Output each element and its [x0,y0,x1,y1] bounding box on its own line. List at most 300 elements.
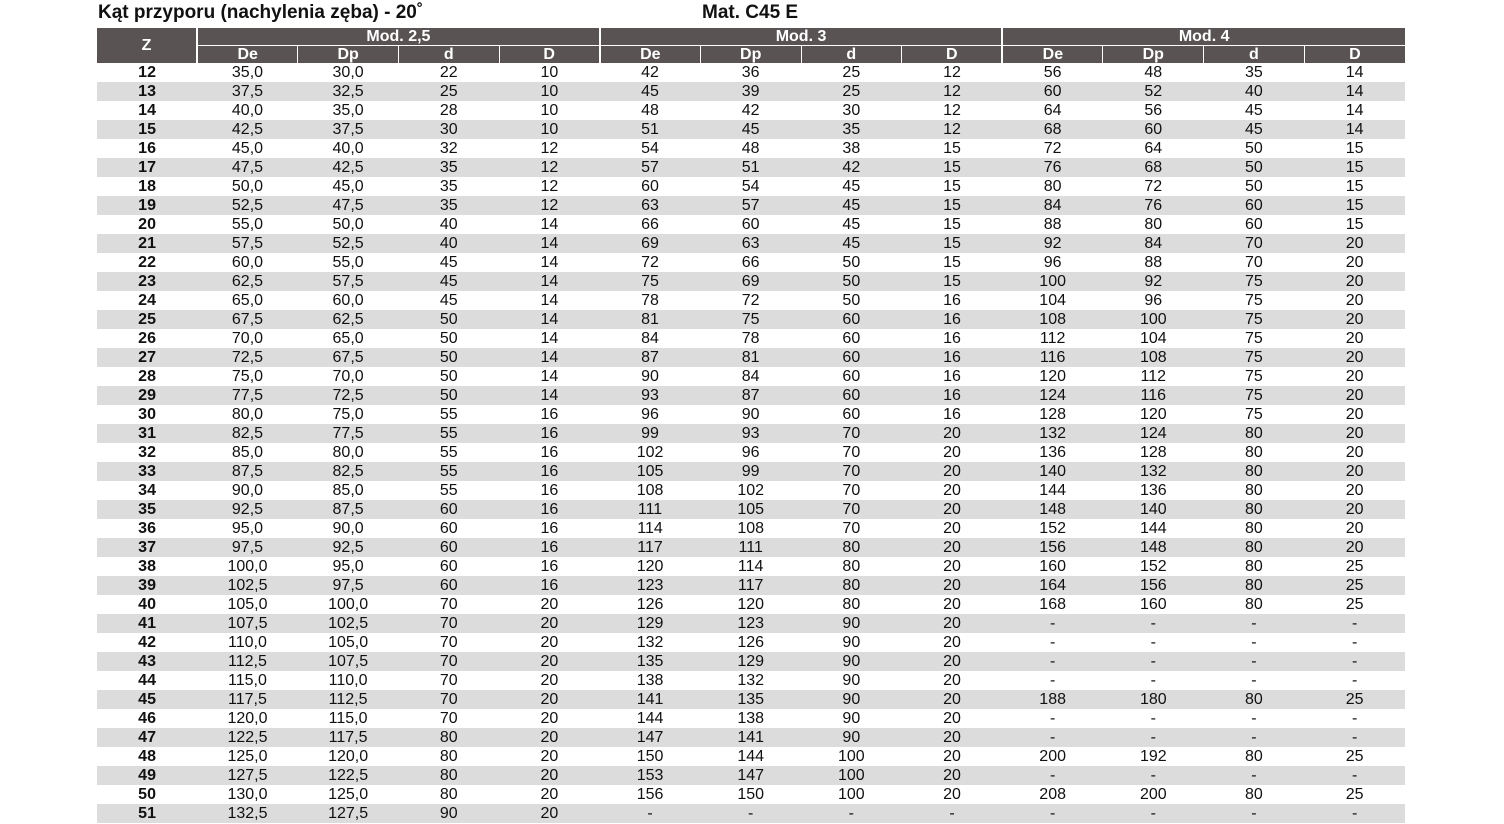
table-cell: 20 [499,614,600,633]
table-cell: 115,0 [328,710,368,727]
table-cell: - [1204,652,1305,671]
table-cell: 20 [1345,482,1364,499]
table-cell: 136 [1139,482,1167,499]
table-cell: 36 [741,64,760,81]
table-cell: 52 [1103,82,1204,101]
z-value-cell: 19 [97,196,197,215]
table-cell: 96 [1043,254,1062,271]
table-cell: 25 [398,82,499,101]
table-cell: 102,5 [197,576,298,595]
z-value-cell: 40 [138,596,156,613]
table-cell: 15 [943,178,961,195]
table-cell: 45,0 [332,178,364,195]
table-cell: 70 [801,424,902,443]
table-cell: 129 [600,614,701,633]
table-cell: 144 [1039,482,1066,499]
table-cell: 60 [801,386,902,405]
table-row [97,158,1405,177]
table-cell: 81 [700,348,801,367]
table-cell: 48 [641,102,659,119]
table-cell: 55 [398,424,499,443]
table-cell: - [1204,766,1305,785]
table-row [97,63,1405,82]
table-row [97,120,1405,139]
table-cell: 55 [439,406,458,423]
table-cell: 110,0 [228,634,267,651]
table-cell: 80 [1043,178,1062,195]
table-cell: 72 [741,292,760,309]
table-cell: 90 [398,804,499,823]
table-cell: 16 [540,520,559,537]
table-cell: - [1204,804,1305,823]
table-cell: 15 [1304,158,1405,177]
z-value-cell: 22 [138,254,156,271]
table-cell: 153 [600,766,701,785]
z-value-cell: 35 [97,500,197,519]
table-cell: 20 [943,710,961,727]
table-cell: 75 [700,310,801,329]
table-cell: 125,0 [227,748,268,765]
table-cell: 40,0 [332,140,364,157]
table-cell: - [1150,672,1156,689]
z-value-cell: 25 [97,310,197,329]
table-cell: 14 [499,348,600,367]
table-cell: 60 [842,330,861,347]
table-cell: - [1251,634,1257,651]
table-cell: 80 [1204,424,1305,443]
table-cell: 144 [1139,520,1167,537]
table-cell: 28 [439,102,458,119]
table-cell: 120 [636,558,664,575]
z-value-cell: 41 [97,614,197,633]
table-cell: 63 [600,196,701,215]
table-cell: 66 [641,216,659,233]
table-cell: 138 [636,672,664,689]
table-cell: 16 [540,406,559,423]
table-cell: 82,5 [197,424,298,443]
table-cell: 20 [1304,462,1405,481]
table-cell: 105 [600,462,701,481]
table-cell: 85,0 [332,482,364,499]
table-cell: 126 [737,634,765,651]
z-value-cell: 34 [138,482,156,499]
table-cell: 80 [801,576,902,595]
table-cell: - [1049,710,1056,727]
table-cell: 111 [600,500,701,519]
table-cell: 10 [499,120,600,139]
z-value-cell: 43 [97,652,197,671]
table-cell: 42 [741,102,760,119]
table-row [97,329,1405,348]
table-row [97,614,1405,633]
table-cell: 78 [641,292,659,309]
table-cell: - [1103,652,1204,671]
table-cell: 20 [902,462,1003,481]
table-cell: 87 [700,386,801,405]
z-value-cell: 28 [138,368,156,385]
table-row [97,139,1405,158]
table-cell: 14 [540,330,559,347]
table-cell: 92 [1002,234,1103,253]
table-cell: 30,0 [332,64,364,81]
subheader-d: d [1204,46,1305,64]
table-cell: 69 [700,272,801,291]
table-cell: 57,5 [197,234,298,253]
table-cell: 123 [700,614,801,633]
table-cell: 67,5 [298,348,399,367]
subheader-bore-d: D [499,46,600,64]
table-cell: 100,0 [227,558,268,575]
table-cell: 14 [499,310,600,329]
table-row [97,196,1405,215]
table-cell: - [1251,710,1257,727]
table-cell: 60 [641,178,659,195]
table-cell: 117,5 [298,728,399,747]
table-cell: 37,5 [197,82,298,101]
z-value-cell: 13 [97,82,197,101]
table-cell: 20 [902,614,1003,633]
table-cell: 120 [1039,368,1066,385]
table-cell: 16 [943,292,961,309]
subheader-dp: Dp [700,46,801,64]
table-cell: - [801,804,902,823]
table-row [97,595,1405,614]
z-value-cell: 15 [97,120,197,139]
table-cell: 105,0 [227,596,268,613]
table-row [97,766,1405,785]
table-cell: 144 [636,710,664,727]
table-cell: 20 [540,634,559,651]
table-row [97,747,1405,766]
table-cell: 35,0 [231,64,264,81]
table-cell: 12 [540,140,559,157]
table-cell: 87 [600,348,701,367]
table-cell: 100 [837,748,865,765]
table-cell: 22 [439,64,458,81]
table-cell: 70 [842,520,861,537]
table-cell: 80 [398,728,499,747]
table-cell: 200 [1139,786,1167,803]
table-cell: 42 [641,64,659,81]
table-cell: 117 [700,576,801,595]
table-cell: 55 [398,462,499,481]
table-cell: 108 [636,482,664,499]
table-cell: 51 [700,158,801,177]
table-row [97,443,1405,462]
table-cell: 55 [439,444,458,461]
table-row [97,671,1405,690]
table-cell: 20 [943,634,961,651]
table-row [97,405,1405,424]
table-cell: 12 [540,178,559,195]
table-cell: 132 [1002,424,1103,443]
table-cell: 70 [1245,254,1263,271]
table-cell: 75 [600,272,701,291]
table-cell: 16 [499,538,600,557]
table-cell: - [1150,710,1156,727]
table-cell: 82,5 [298,462,399,481]
table-cell: 124 [1002,386,1103,405]
table-cell: 80 [1204,538,1305,557]
table-cell: 75 [1204,310,1305,329]
table-cell: 70 [801,500,902,519]
table-row [97,291,1405,310]
table-cell: 45,0 [231,140,264,157]
table-cell: 20 [902,766,1003,785]
table-cell: 75 [1204,272,1305,291]
table-cell: - [1304,804,1405,823]
table-cell: 20 [1345,292,1364,309]
table-cell: 112,5 [197,652,298,671]
table-cell: 25 [1345,786,1364,803]
table-cell: 54 [641,140,659,157]
z-value-cell: 26 [138,330,156,347]
table-cell: 16 [902,310,1003,329]
table-cell: 132 [636,634,664,651]
table-cell: 129 [700,652,801,671]
table-cell: 50 [398,310,499,329]
table-cell: 96 [741,444,760,461]
table-cell: 116 [1002,348,1103,367]
z-value-cell: 14 [138,102,156,119]
table-cell: 35,0 [332,102,364,119]
table-cell: 90 [641,368,659,385]
table-cell: 141 [600,690,701,709]
table-cell: 150 [737,786,765,803]
table-cell: 127,5 [197,766,298,785]
table-cell: 32,5 [298,82,399,101]
table-cell: 57,5 [298,272,399,291]
table-cell: 16 [902,348,1003,367]
table-cell: 14 [540,292,559,309]
table-cell: 30 [842,102,861,119]
table-cell: 102 [636,444,664,461]
table-cell: - [600,804,701,823]
table-cell: 60,0 [231,254,264,271]
table-cell: 20 [1345,520,1364,537]
table-cell: 127,5 [298,804,399,823]
table-cell: 12 [902,120,1003,139]
table-cell: 130,0 [227,786,268,803]
table-cell: 135 [700,690,801,709]
table-cell: 188 [1002,690,1103,709]
table-cell: 90,0 [231,482,264,499]
subheader-dp: Dp [298,46,399,64]
table-cell: 192 [1139,748,1167,765]
table-cell: 90 [801,614,902,633]
table-cell: 147 [600,728,701,747]
table-cell: 108 [737,520,765,537]
table-cell: 112,5 [298,690,399,709]
table-cell: - [1103,728,1204,747]
table-cell: 125,0 [328,786,369,803]
table-cell: 208 [1039,786,1066,803]
table-cell: 25 [1345,558,1364,575]
table-cell: 66 [741,254,760,271]
table-cell: - [1304,766,1405,785]
table-cell: 12 [499,158,600,177]
table-cell: 60 [398,576,499,595]
table-cell: 14 [1304,82,1405,101]
table-cell: 132 [737,672,765,689]
table-cell: 25 [842,64,861,81]
table-cell: 152 [1139,558,1167,575]
z-value-cell: 50 [138,786,156,803]
table-cell: 50 [1204,158,1305,177]
table-cell: 56 [1144,102,1163,119]
table-cell: 140 [1103,500,1204,519]
table-cell: 25 [1345,596,1364,613]
table-row [97,557,1405,576]
table-cell: 70 [439,634,458,651]
table-cell: 76 [1103,196,1204,215]
table-cell: 135 [600,652,701,671]
z-value-cell: 37 [97,538,197,557]
table-cell: 12 [499,196,600,215]
table-cell: 15 [1304,196,1405,215]
table-row [97,652,1405,671]
table-cell: 20 [943,558,961,575]
table-cell: 60 [1204,196,1305,215]
z-value-cell: 48 [138,748,156,765]
table-cell: 80 [439,786,458,803]
table-cell: 50,0 [231,178,264,195]
table-cell: 15 [902,158,1003,177]
table-cell: 15 [1345,140,1364,157]
table-cell: 136 [1039,444,1066,461]
table-cell: 12 [943,64,961,81]
table-cell: - [1002,614,1103,633]
table-cell: 120,0 [328,748,369,765]
table-cell: 64 [1043,102,1062,119]
table-cell: 96 [641,406,659,423]
table-cell: 32 [439,140,458,157]
table-cell: 80 [801,538,902,557]
table-cell: 50 [439,368,458,385]
table-row [97,500,1405,519]
table-row [97,82,1405,101]
table-cell: 56 [1043,64,1062,81]
table-cell: 160 [1039,558,1066,575]
table-cell: 16 [943,330,961,347]
table-cell: 148 [1103,538,1204,557]
table-cell: 112 [1039,330,1066,347]
table-cell: 100 [801,766,902,785]
table-cell: 111 [700,538,801,557]
subheader-d: d [398,46,499,64]
table-cell: 62,5 [298,310,399,329]
table-cell: - [700,804,801,823]
table-cell: 77,5 [298,424,399,443]
table-cell: 20 [902,576,1003,595]
z-value-cell: 36 [138,520,156,537]
z-value-cell: 23 [97,272,197,291]
table-cell: 16 [943,368,961,385]
table-row [97,253,1405,272]
table-cell: - [1304,652,1405,671]
table-cell: 20 [1304,272,1405,291]
table-cell: 92 [1103,272,1204,291]
table-cell: 50 [842,254,861,271]
table-cell: 60,0 [332,292,364,309]
table-cell: 120 [1139,406,1167,423]
table-cell: 80 [1245,786,1263,803]
table-cell: 50 [1245,140,1263,157]
z-value-cell: 17 [97,158,197,177]
table-cell: 52,5 [197,196,298,215]
table-cell: 35 [801,120,902,139]
table-cell: 45 [1245,102,1263,119]
table-cell: 80 [842,596,861,613]
table-cell: 20 [1304,310,1405,329]
table-cell: - [1103,766,1204,785]
table-cell: 80 [1204,690,1305,709]
subheader-de: De [600,46,701,64]
table-cell: 75,0 [332,406,364,423]
table-cell: 60 [801,348,902,367]
table-cell: 20 [1304,348,1405,367]
table-cell: 72,5 [298,386,399,405]
table-cell: 108 [1002,310,1103,329]
z-value-cell: 29 [97,386,197,405]
table-cell: 20 [1304,386,1405,405]
table-row [97,177,1405,196]
table-body [97,63,1405,823]
table-cell: 97,5 [197,538,298,557]
table-row [97,633,1405,652]
table-cell: 35 [398,196,499,215]
table-cell: 80 [1245,444,1263,461]
table-cell: 99 [600,424,701,443]
z-value-cell: 45 [97,690,197,709]
table-cell: 14 [1345,64,1364,81]
table-cell: 60 [1103,120,1204,139]
table-cell: 100 [1002,272,1103,291]
table-cell: 20 [499,690,600,709]
table-row [97,481,1405,500]
table-cell: 25 [1345,748,1364,765]
table-cell: 80 [1245,596,1263,613]
table-row [97,348,1405,367]
subheader-de: De [1002,46,1103,64]
table-cell: 75 [1245,330,1263,347]
table-cell: 96 [1144,292,1163,309]
group-header-mod-4: Mod. 4 [1002,28,1405,46]
table-cell: 48 [741,140,760,157]
table-cell: 104 [1039,292,1066,309]
table-cell: 10 [499,82,600,101]
table-cell: 40 [1204,82,1305,101]
table-cell: 20 [943,786,961,803]
table-cell: 140 [1002,462,1103,481]
table-cell: 156 [636,786,664,803]
table-cell: 50 [801,272,902,291]
table-cell: 80 [1204,576,1305,595]
table-cell: 15 [1345,178,1364,195]
table-cell: - [902,804,1003,823]
table-cell: 90 [801,728,902,747]
table-cell: 76 [1002,158,1103,177]
table-cell: 60 [842,406,861,423]
table-cell: - [1002,728,1103,747]
table-cell: 20 [1304,424,1405,443]
z-value-cell: 47 [97,728,197,747]
table-cell: 100 [837,786,865,803]
table-cell: 20 [902,652,1003,671]
table-cell: 55 [439,482,458,499]
table-cell: 16 [499,500,600,519]
table-cell: 50 [842,292,861,309]
